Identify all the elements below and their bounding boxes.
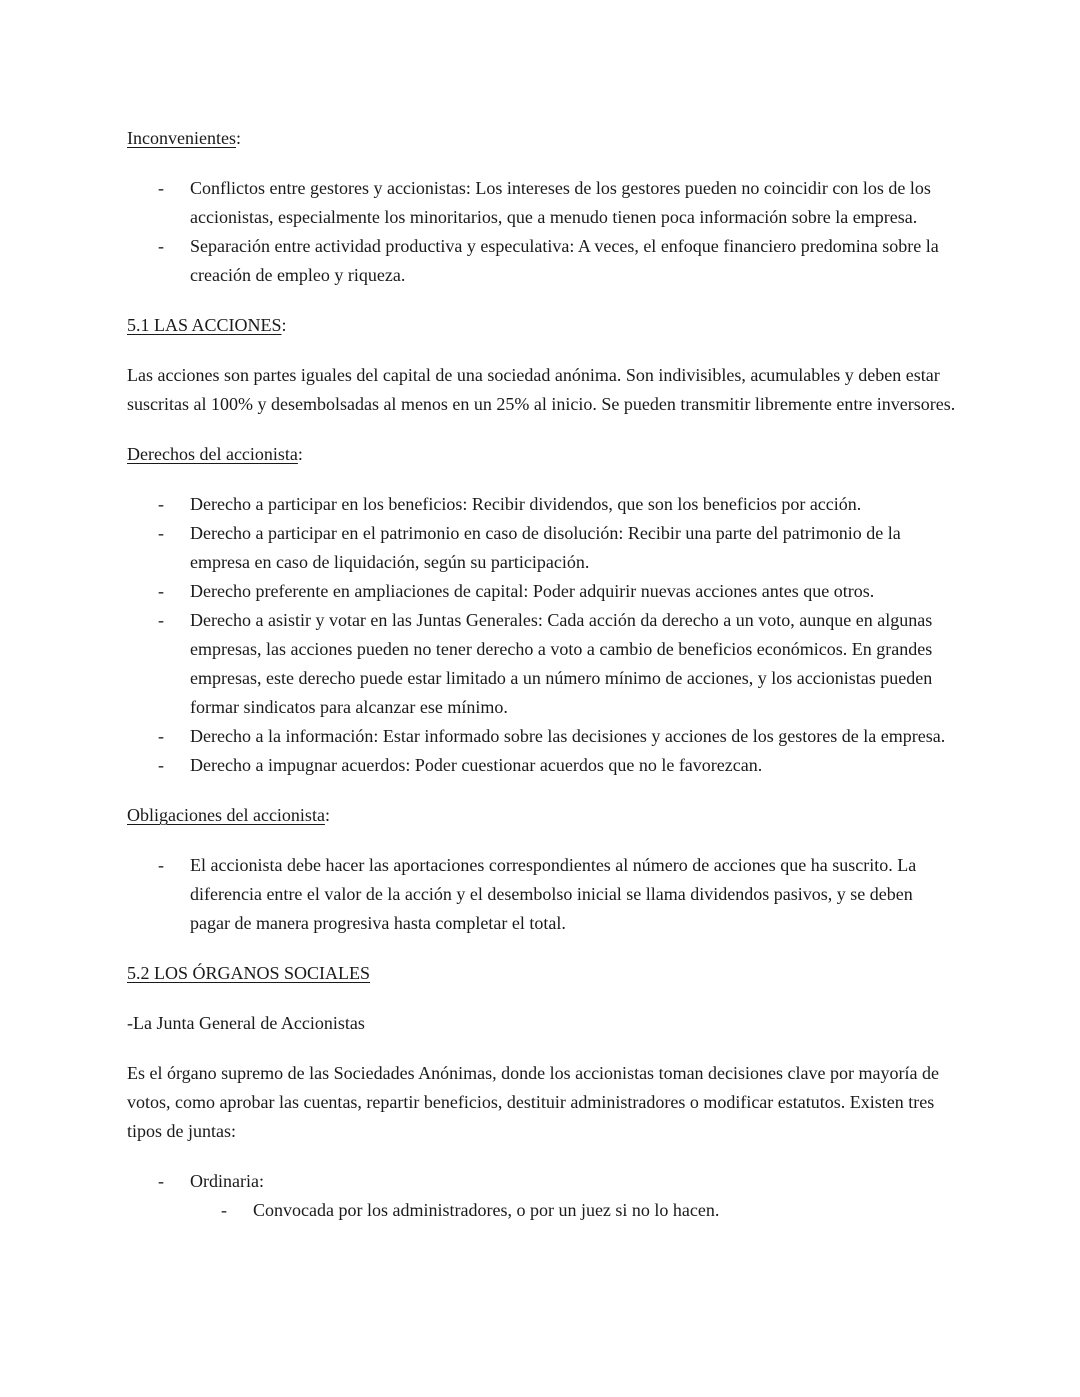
list-item: - Derecho a participar en los beneficios: Recibir dividendos, que son los beneficios por acción.: [127, 490, 957, 519]
list-item: - Derecho a asistir y votar en las Juntas Generales: Cada acción da derecho a un voto, aunque en algunas empresas, las acciones pueden no tener derecho a voto a cambio de beneficios económicos. En grandes empresas, este derecho puede estar limitado a un número mínimo de acciones, y los accionistas pueden formar sindicatos para alcanzar ese mínimo.: [127, 606, 957, 722]
derechos-heading: Derechos del accionista:: [127, 444, 303, 464]
organos-paragraph: Es el órgano supremo de las Sociedades Anónimas, donde los accionistas toman decisiones clave por mayoría de votos, como aprobar las cuentas, repartir beneficios, destituir administradores o modificar estatutos. Existen tres tipos de juntas:: [127, 1063, 939, 1141]
document-page: [127, 124, 957, 1225]
list-item: - Conflictos entre gestores y accionistas: Los intereses de los gestores pueden no coincidir con los de los accionistas, especialmente los minoritarios, que a menudo tienen poca información sobre la empresa.: [127, 174, 957, 232]
list-item: - Derecho a participar en el patrimonio en caso de disolución: Recibir una parte del patrimonio de la empresa en caso de liquidación, según su participación.: [127, 519, 957, 577]
organos-heading: 5.2 LOS ÓRGANOS SOCIALES: [127, 963, 371, 983]
list-item: - El accionista debe hacer las aportaciones correspondientes al número de acciones que ha suscrito. La diferencia entre el valor de la acción y el desembolso inicial se llama dividendos pasivos, y se deben pagar de manera progresiva hasta completar el total.: [127, 851, 957, 938]
acciones-paragraph: Las acciones son partes iguales del capital de una sociedad anónima. Son indivisibles, acumulables y deben estar suscritas al 100% y desembolsadas al menos en un 25% al inicio. Se pueden transmitir libremente entre inversores.: [127, 365, 956, 414]
junta-type-label: Ordinaria:: [190, 1171, 264, 1191]
list-item: - Derecho preferente en ampliaciones de capital: Poder adquirir nuevas acciones antes que otros.: [127, 577, 957, 606]
junta-type-sublist: [190, 1196, 957, 1225]
list-item: - Derecho a la información: Estar informado sobre las decisiones y acciones de los gestores de la empresa.: [127, 722, 957, 751]
acciones-heading: 5.1 LAS ACCIONES:: [127, 315, 287, 335]
derechos-list: [127, 490, 957, 780]
inconvenientes-list: [127, 174, 957, 290]
junta-general-subheading: -La Junta General de Accionistas: [127, 1013, 365, 1033]
obligaciones-list: [127, 851, 957, 938]
list-item: - Derecho a impugnar acuerdos: Poder cuestionar acuerdos que no le favorezcan.: [127, 751, 957, 780]
obligaciones-heading: Obligaciones del accionista:: [127, 805, 330, 825]
list-item: [127, 1167, 957, 1225]
inconvenientes-heading: Inconvenientes:: [127, 128, 241, 148]
list-item: - Convocada por los administradores, o por un juez si no lo hacen.: [190, 1196, 957, 1225]
juntas-types-list: [127, 1167, 957, 1225]
list-item: - Separación entre actividad productiva y especulativa: A veces, el enfoque financiero predomina sobre la creación de empleo y riqueza.: [127, 232, 957, 290]
